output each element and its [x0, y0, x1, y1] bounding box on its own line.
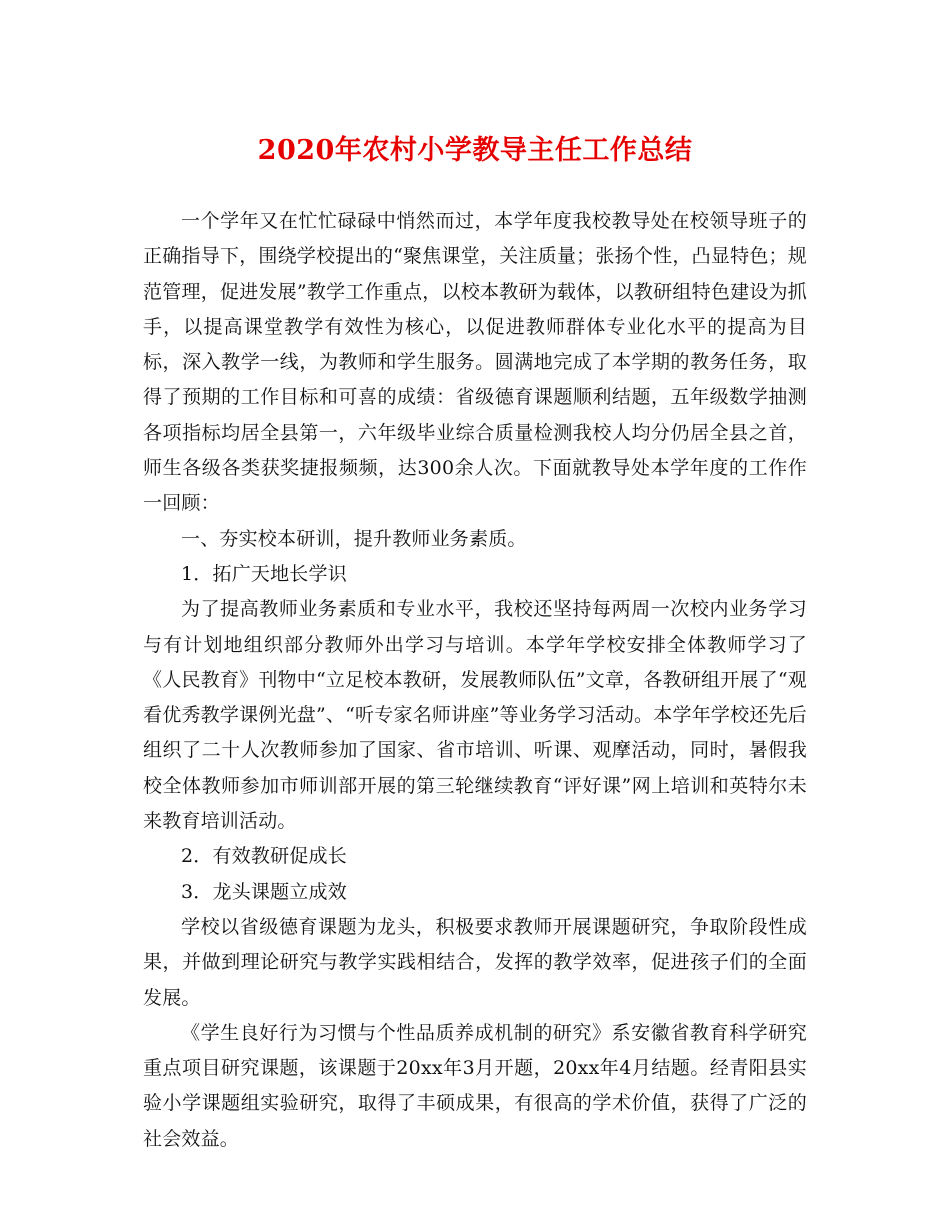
body-paragraph: 学校以省级德育课题为龙头，积极要求教师开展课题研究，争取阶段性成果，并做到理论研究与教学实践相结合，发挥的教学效率，促进孩子们的全面发展。 — [143, 915, 807, 1009]
intro-paragraph: 一个学年又在忙忙碌碌中悄然而过，本学年度我校教导处在校领导班子的正确指导下，围绕学校提出的“聚焦课堂，关注质量；张扬个性，凸显特色；规范管理，促进发展”教学工作重点，以校本教研为载体，以教研组特色建设为抓手，以提高课堂教学有效性为核心，以促进教师群体专业化水平的提高为目标，深入教学一线，为教师和学生服务。圆满地完成了本学期的教务任务，取得了预期的工作目标和可喜的成绩：省级德育课题顺利结题，五年级数学抽测各项指标均居全县第一，六年级毕业综合质量检测我校人均分仍居全县之首，师生各级各类获奖捷报频频，达300余人次。下面就教导处本学年度的工作作一回顾： — [143, 210, 807, 515]
section-heading: 一、夯实校本研训，提升教师业务素质。 — [181, 527, 527, 550]
subheading-3: 3．龙头课题立成效 — [181, 880, 347, 903]
subheading-2: 2．有效教研促成长 — [181, 845, 347, 868]
body-paragraph: 《学生良好行为习惯与个性品质养成机制的研究》系安徽省教育科学研究重点项目研究课题，该课题于20xx年3月开题，20xx年4月结题。经青阳县实验小学课题组实验研究，取得了丰硕成果，有很高的学术价值，获得了广泛的社会效益。 — [143, 1021, 807, 1150]
subheading-1: 1．拓广天地长学识 — [181, 562, 347, 585]
body-paragraph: 为了提高教师业务素质和专业水平，我校还坚持每两周一次校内业务学习与有计划地组织部分教师外出学习与培训。本学年学校安排全体教师学习了《人民教育》刊物中“立足校本教研，发展教师队伍”文章，各教研组开展了“观看优秀教学课例光盘”、“听专家名师讲座”等业务学习活动。本学年学校还先后组织了二十人次教师参加了国家、省市培训、听课、观摩活动，同时，暑假我校全体教师参加市师训部开展的第三轮继续教育“评好课”网上培训和英特尔未来教育培训活动。 — [143, 598, 807, 833]
document-title: 2020年农村小学教导主任工作总结 — [257, 135, 693, 166]
document-body — [143, 204, 807, 1157]
